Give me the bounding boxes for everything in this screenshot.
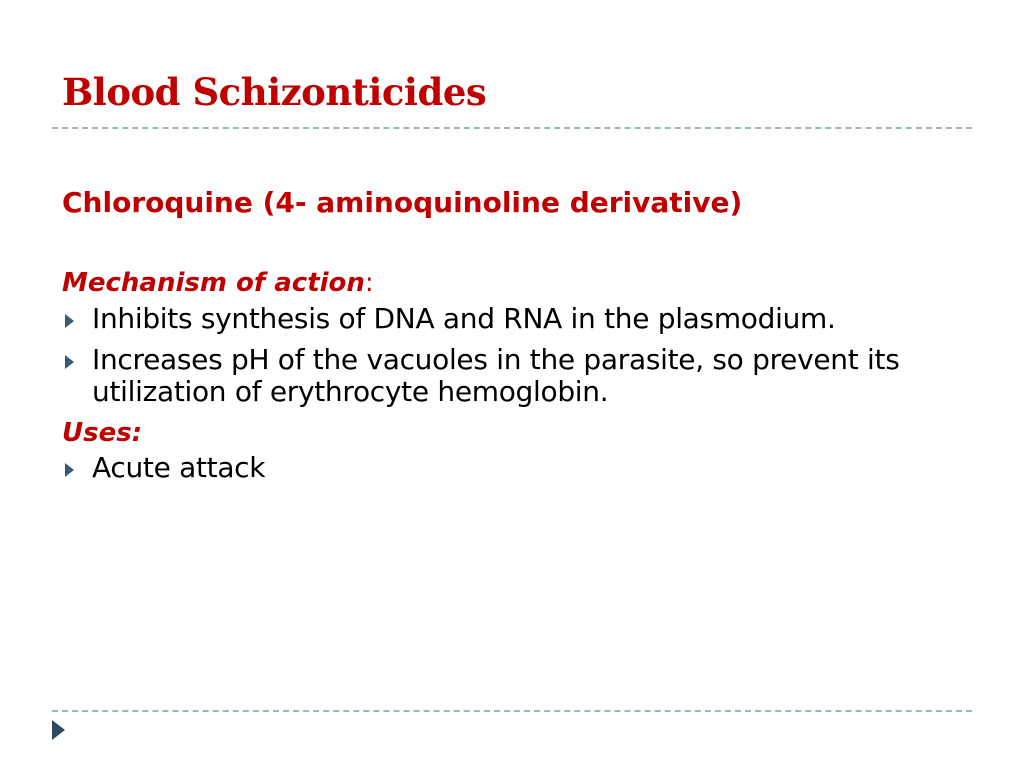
uses-item-text: Acute attack <box>92 451 266 485</box>
uses-heading: Uses: <box>62 417 143 448</box>
bullet-triangle-icon <box>65 463 74 477</box>
mechanism-item-text: Increases pH of the vacuoles in the parasite, so prevent its utilization of erythrocyte hemoglobin. <box>92 342 900 409</box>
bullet-triangle-icon <box>65 314 74 328</box>
footer-divider <box>52 710 972 712</box>
mechanism-list <box>62 303 962 408</box>
uses-list <box>62 452 962 484</box>
slide-title: Blood Schizonticides <box>62 70 487 114</box>
mechanism-heading-text: Mechanism of action <box>62 268 365 299</box>
slide-body <box>62 185 962 493</box>
mechanism-item <box>62 344 962 409</box>
drug-subtitle: Chloroquine (4- aminoquinoline derivative) <box>62 186 743 219</box>
mechanism-item <box>62 303 962 335</box>
next-slide-arrow-icon[interactable] <box>52 720 65 740</box>
bullet-triangle-icon <box>65 355 74 369</box>
mechanism-item-text: Inhibits synthesis of DNA and RNA in the plasmodium. <box>92 302 836 336</box>
title-divider <box>52 127 972 129</box>
uses-item <box>62 452 962 484</box>
mechanism-heading-colon: : <box>364 268 374 299</box>
mechanism-heading <box>62 267 962 301</box>
